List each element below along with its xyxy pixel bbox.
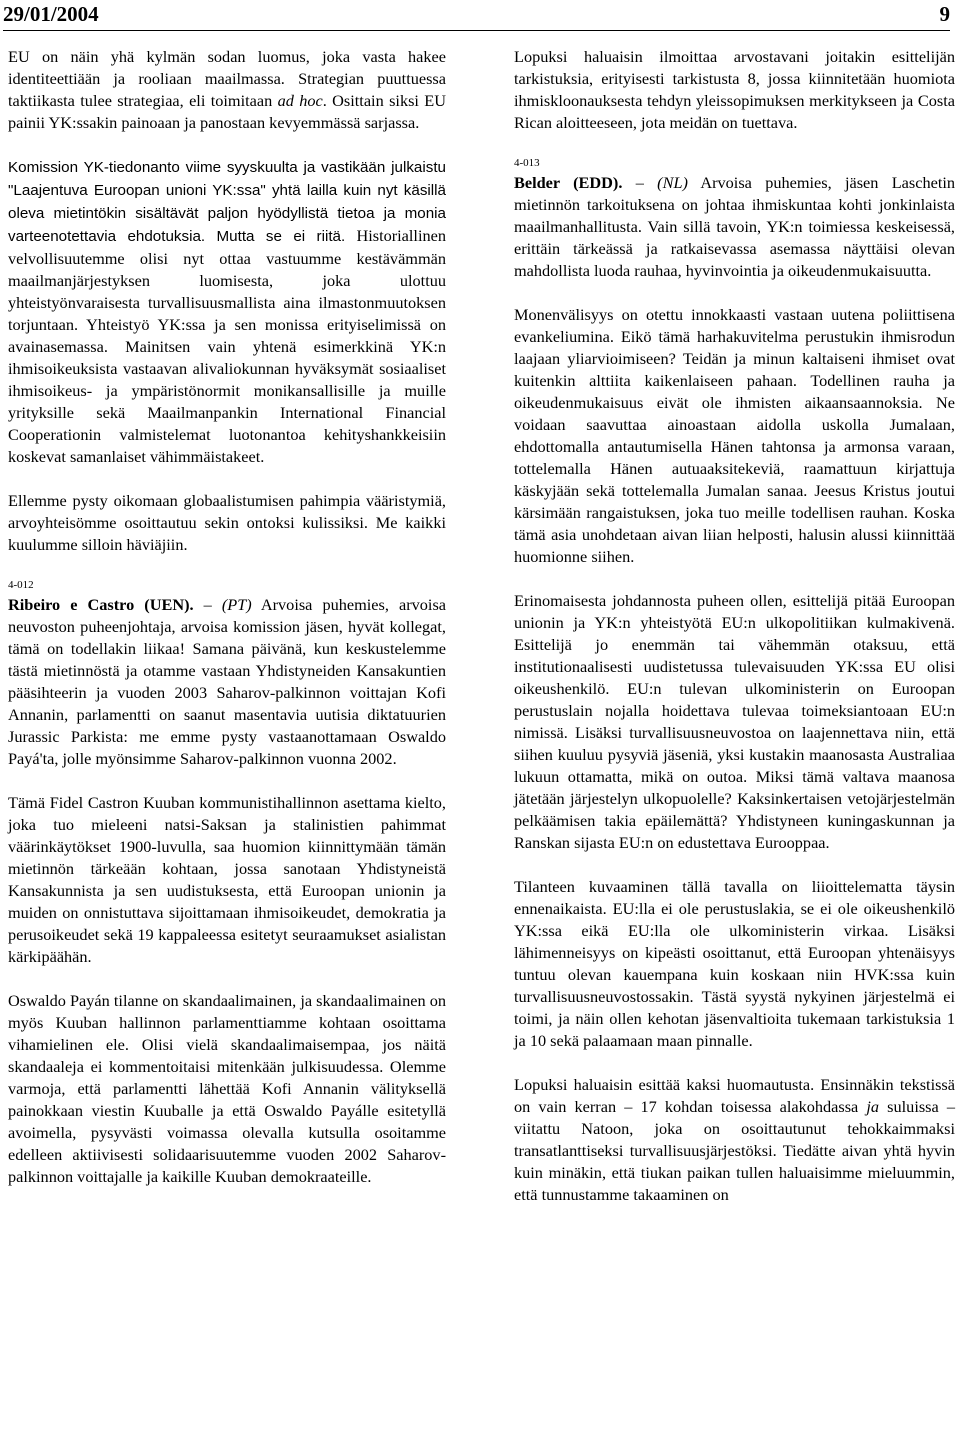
speech-paragraph: Ribeiro e Castro (UEN). – (PT) Arvoisa puhemies, arvoisa neuvoston puheenjohtaja, arvoisa komission jäsen, hyvät kollegat, tämä on todellakin liikaa! Samana päivänä, kun keskustelemme tästä mietinnöstä ja otamme vastaan Yhdistyneiden Kansakuntien pääsihteerin ja vuoden 2003 Saharov-palkinnon voittajan Kofi Annanin, parlamentti on saanut masentavia uutisia diktatuurien Jurassic Parkista: me emme pysty vastaanottamaan Oswaldo Payá'ta, jolle myönsimme Saharov-palkinnon vuonna 2002.	[8, 595, 447, 768]
paragraph: Erinomaisesta johdannosta puheen ollen, esittelijä pitää Euroopan unionin ja YK:n yhteistyötä EU:n ulkopolitiikan kulmakivenä. Esittelijä jo enemmän tai vähemmän otaksuu, että institutionaalisesti uudistetussa tulevaisuuden YK:ssa EU olisi oikeushenkilö. EU:n tulevan ulkoministerin on Euroopan perustuslain nojalla hoidettava tulevaa toimeksiantoaan EU:n nimissä. Lisäksi turvallisuusneuvostoa on laajennettava niin, että siihen kuuluu pysyviä jäseniä, yksi kustakin maanosasta Australiaa lukuun ottamatta, mikä on outoa. Miksi tämä valtava maanosa jätetään järjestelyn ulkopuolelle? Kaksinkertaisen vetojärjestelmän pelkäämisen takia epäilemättä? Yhdistyneen kuningaskunnan ja Ranskan sijasta EU:n on edustettava Eurooppaa.	[514, 591, 955, 852]
speech-code: 4-013	[514, 157, 540, 169]
paragraph: Monenvälisyys on otettu innokkaasti vastaan uutena poliittisena evankeliumina. Eikö tämä harhakuvitelma perustukin ihmisrodun laajaan yliarvioimiseen? Teidän ja minun kaltaiseni ihmiset ovat kuitenkin alttiita kaikenlaiseen pahaan. Todellinen rauha ja oikeudenmukaisuus eivät ole ihmisten aikaansaannoksia. Ne voidaan saavuttaa ainoastaan aidolla uskolla Jumalaan, ehdottomalla antautumisella Hänen tahtonsa ja armonsa varaan, tottelemalla Hänen autuaaksitekeviä, raamattuun kirjattuja käskyjään sekä tottelemalla Jumalan sanaa. Jeesus Kristus joutui kärsimään rangaistuksen, joka tuo meille todellisen rauhan. Koska tämä asia unohdetaan aivan liian helposti, halusin alussi kiinnittää huomionne siihen.	[514, 305, 955, 566]
left-column	[8, 46, 446, 1188]
language-tag: (NL)	[657, 173, 688, 192]
paragraph-sans: Komission YK-tiedonanto viime syyskuulta ja vastikään julkaistu "Laajentuva Euroopan unioni YK:ssa" yhtä lailla kuin nyt käsillä oleva mietintökin sisältävät paljon hyödyllistä tietoa ja monia varteenotettavia ehdotuksia. Mutta se ei riitä. Historiallinen velvollisuutemme olisi nyt ottaa vastuumme kestävämmän maailmanjärjestyksen luomisesta, joka ulottuu yhteistyönvaraisesta turvallisuusmallista aina ilmastonmuutoksen torjuntaan. Yhteistyö YK:ssa ja sen monissa erityiselimissä on avainasemassa. Mainitsen vain yhtenä esimerkkinä YK:n ihmisoikeuksista vastaavan alivaliokunnan hyväksymät sosiaaliset ihmisoikeus- ja ympäristönormit monikansallisille ja muille yrityksille sekä Maailmanpankin International Financial Cooperationin valmistelemat luotonantoa kehityshankkeisiin koskevat samanlaiset vähimmäistakeet.	[8, 159, 446, 466]
header-date: 29/01/2004	[3, 2, 99, 26]
paragraph: EU on näin yhä kylmän sodan luomus, joka vasta hakee identiteettiään ja rooliaan maailmassa. Strategian puuttuessa taktiikasta tulee strategiaa, eli toimitaan ad hoc. Osittain siksi EU painii YK:ssakin painoaan ja panostaan kevyemmässä sarjassa.	[8, 47, 447, 132]
paragraph: Tilanteen kuvaaminen tällä tavalla on liioittelematta täysin ennenaikaista. EU:lla ei ole perustuslakia, se ei ole oikeushenkilö YK:ssa eikä EU:lla ole ulkoministerin virkaa. Lisäksi lähimenneisyys on kipeästi osoittanut, että Euroopan yhtenäisyys tuntuu olevan kauempana kuin koskaan niin HVK:ssa kuin turvallisuusneuvostossakin. Tästä syystä nykyinen järjestelmä ei toimi, ja näin ollen kehotan jäsenvaltioita tukemaan tarkistuksia 1 ja 10 sekä palaamaan maan pinnalle.	[514, 877, 955, 1050]
speaker-name: Belder (EDD).	[514, 173, 623, 192]
language-tag: (PT)	[221, 595, 252, 614]
speech-code: 4-012	[8, 579, 34, 591]
paragraph: Lopuksi haluaisin ilmoittaa arvostavani joitakin esittelijän tarkistuksia, erityisesti tarkistusta 8, jossa kiinnitetään huomiota ihmiskloonauksesta tehdyn yleissopimuksen merkitykseen ja Costa Rican aloitteeseen, jota meidän on tuettava.	[514, 47, 955, 132]
paragraph: Tämä Fidel Castron Kuuban kommunistihallinnon asettama kielto, joka tuo mieleeni natsi-Saksan ja stalinistien pahimmat väärinkäytökset 1900-luvulla, saa huomion kiinnittymään tämän mietinnön tärkeään kohtaan, jossa sanotaan Yhdistyneistä Kansakunnista ja sen uudistuksesta, että Euroopan unionin ja muiden on onnistuttava sijoittamaan ihmisoikeudet, demokratia ja perusoikeudet sekä 19 kappaleessa esitetyt seuraamukset asialistan kärkipäähän.	[8, 793, 446, 966]
page-header	[3, 0, 950, 31]
page-number: 9	[939, 2, 950, 26]
right-column	[514, 46, 955, 1206]
speech-paragraph: Belder (EDD). – (NL) Arvoisa puhemies, jäsen Laschetin mietinnön tarkoituksena on johtaa ihmiskuntaa kohti jonkinlaista maailmanhallitusta. Vain sillä tavoin, YK:n toimiessa keskeisessä, erittäin tärkeässä ja ratkaisevassa asemassa näyttäisi olevan mahdollista luoda rauhaa, hyvinvointia ja oikeudenmukaisuutta.	[514, 173, 956, 280]
paragraph: Ellemme pysty oikomaan globaalistumisen pahimpia vääristymiä, arvoyhteisömme osoittautuu sekin ontoksi kulissiksi. Me kaikki kuulumme silloin häviäjiin.	[8, 491, 446, 554]
emphasis: ad hoc	[277, 91, 323, 110]
speaker-name: Ribeiro e Castro (UEN).	[8, 595, 194, 614]
paragraph: Lopuksi haluaisin esittää kaksi huomautusta. Ensinnäkin tekstissä on vain kerran – 17 kohdan toisessa alakohdassa ja suluissa – viitattu Natoon, joka on osoittautunut tehokkaimmaksi transatlanttiseksi turvallisuusjärjestöksi. Tiedätte aivan yhtä hyvin kuin minäkin, että tiukan paikan tullen haluaisimme mieluummin, että tunnustamme takaaminen on	[514, 1075, 955, 1204]
paragraph: Oswaldo Payán tilanne on skandaalimainen, ja skandaalimainen on myös Kuuban hallinnon parlamenttiamme kohtaan osoittama vihamielinen ele. Olisi vielä skandaalimaisempaa, jos näitä skandaaleja ei kommentoitaisi mitenkään julkisuudessa. Olemme varmoja, että parlamentti lähettää Kofi Annanin välityksellä painokkaan viestin Kuuballe ja että Oswaldo Payálle esitetyllä avoimella, pysyvästi voimassa olevalla kutsulla osoitamme edelleen aktiivisesti solidaarisuutemme vuoden 2002 Saharov-palkinnon voittajalle ja kaikille Kuuban demokraateille.	[8, 991, 446, 1186]
emphasis: ja	[866, 1097, 880, 1116]
